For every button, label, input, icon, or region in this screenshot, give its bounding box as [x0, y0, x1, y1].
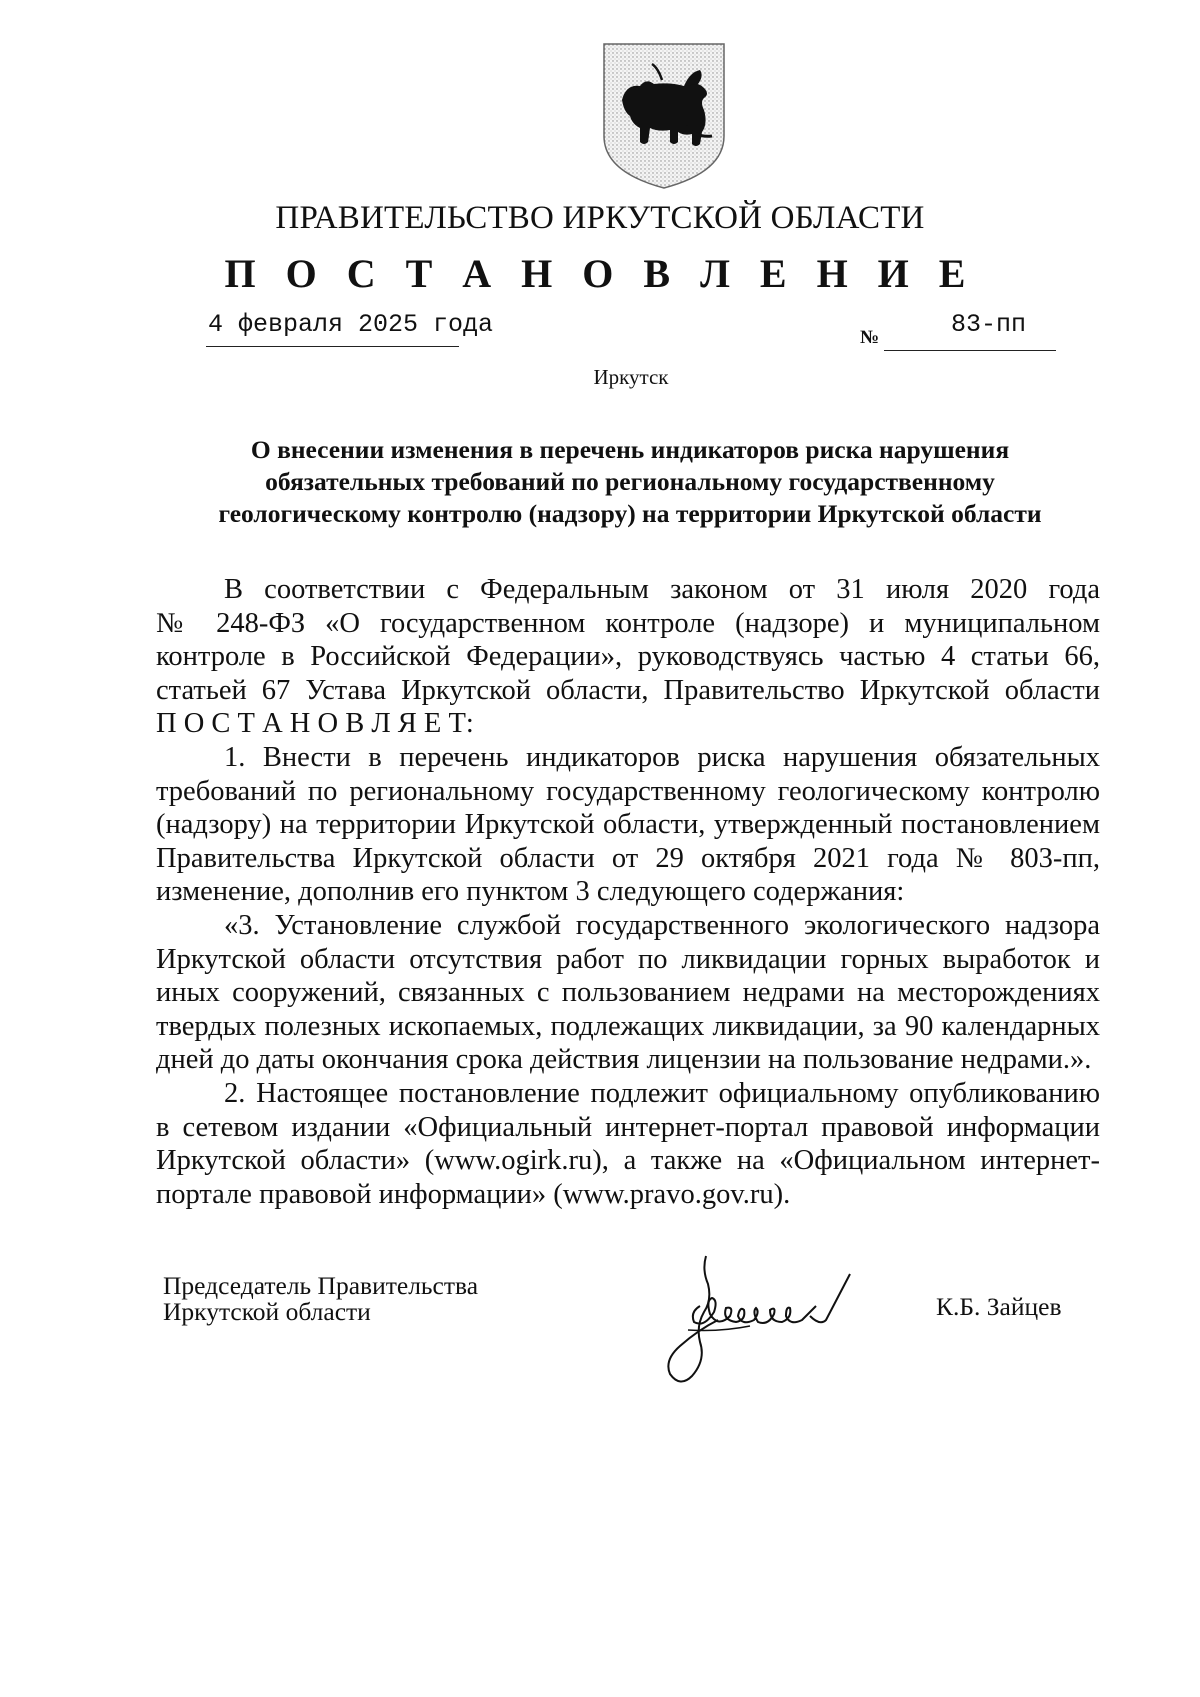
- body-line: 1. Внести в перечень индикаторов риска нарушения обязательных: [224, 741, 1100, 773]
- body-line: твердых полезных ископаемых, подлежащих ликвидации, за 90 календарных: [156, 1010, 1100, 1042]
- signer-position-line: Председатель Правительства: [163, 1271, 479, 1300]
- item-1-quote-paragraph: [156, 909, 1100, 1077]
- document-body: [156, 573, 1100, 1211]
- body-line: (надзору) на территории Иркутской области, утвержденный постановлением: [156, 809, 1100, 841]
- body-line: требований по региональному государственному геологическому контролю: [156, 775, 1100, 807]
- subject-line: обязательных требований по региональному государственному: [265, 467, 995, 496]
- government-name: ПРАВИТЕЛЬСТВО ИРКУТСКОЙ ОБЛАСТИ: [275, 200, 925, 236]
- body-line: № 248-ФЗ «О государственном контроле (надзоре) и муниципальном: [156, 607, 1100, 639]
- subject-line: геологическому контролю (надзору) на территории Иркутской области: [218, 499, 1042, 528]
- body-line: дней до даты окончания срока действия лицензии на пользование недрами.».: [156, 1044, 1092, 1076]
- body-line: иных сооружений, связанных с пользованием недрами на месторождениях: [156, 977, 1100, 1009]
- document-date: 4 февраля 2025 года: [208, 310, 494, 339]
- body-line: Иркутской области» (www.ogirk.ru), а также на «Официальном интернет-: [156, 1145, 1100, 1177]
- body-line: статьей 67 Устава Иркутской области, Правительство Иркутской области: [156, 674, 1100, 706]
- preamble-paragraph: [156, 573, 1100, 741]
- body-line: в сетевом издании «Официальный интернет-портал правовой информации: [156, 1111, 1100, 1143]
- body-line: контроле в Российской Федерации», руководствуясь частью 4 статьи 66,: [156, 641, 1100, 673]
- city-name: Иркутск: [593, 365, 669, 389]
- handwritten-signature: [660, 1250, 910, 1390]
- body-line: Правительства Иркутской области от 29 октября 2021 года № 803-пп,: [156, 842, 1100, 874]
- document-subject: [150, 434, 1110, 530]
- signer-position: [163, 1273, 478, 1325]
- body-line: Иркутской области отсутствия работ по ликвидации горных выработок и: [156, 943, 1100, 975]
- date-underline: [206, 346, 459, 347]
- signer-name: К.Б. Зайцев: [936, 1292, 1062, 1321]
- resolves-word: П О С Т А Н О В Л Я Е Т:: [156, 708, 474, 740]
- number-label: №: [860, 327, 880, 348]
- body-line: портале правовой информации» (www.pravo.gov.ru).: [156, 1178, 791, 1210]
- body-line: «3. Установление службой государственного экологического надзора: [224, 909, 1100, 941]
- body-line: В соответствии с Федеральным законом от 31 июля 2020 года: [224, 574, 1100, 605]
- subject-line: О внесении изменения в перечень индикаторов риска нарушения: [250, 435, 1010, 464]
- document-type-title: П О С Т А Н О В Л Е Н И Е: [224, 251, 976, 296]
- document-number: 83-пп: [951, 310, 1027, 339]
- body-line: 2. Настоящее постановление подлежит официальному опубликованию: [224, 1077, 1100, 1109]
- coat-of-arms-emblem: [600, 40, 728, 192]
- body-line: изменение, дополнив его пунктом 3 следующего содержания:: [156, 876, 905, 908]
- item-2-paragraph: [156, 1077, 1100, 1211]
- signer-position-line: Иркутской области: [163, 1297, 371, 1326]
- item-1-paragraph: [156, 741, 1100, 909]
- number-underline: [884, 350, 1056, 351]
